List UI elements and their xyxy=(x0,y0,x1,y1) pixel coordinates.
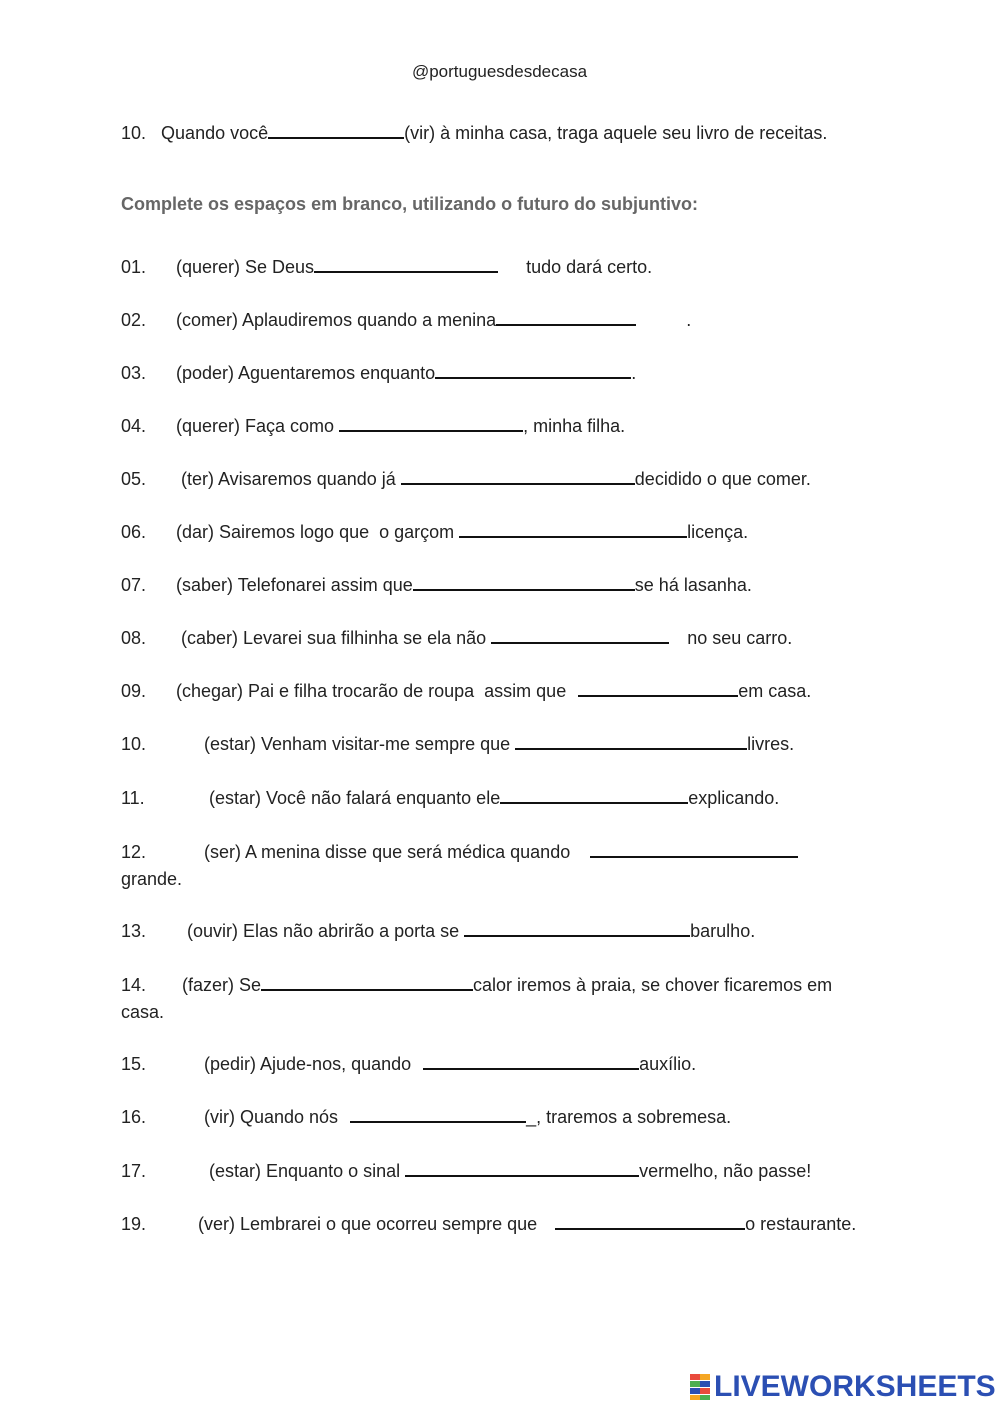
brand-name: LIVEWORKSHEETS xyxy=(714,1370,996,1403)
answer-blank[interactable] xyxy=(401,465,635,485)
question-number: 06. xyxy=(121,522,147,542)
question-16 xyxy=(121,1103,731,1131)
question-number: 15. xyxy=(121,1054,147,1074)
answer-blank[interactable] xyxy=(405,1157,639,1177)
question-14 xyxy=(121,971,861,1026)
liveworksheets-logo xyxy=(690,1372,996,1402)
question-text-after: se há lasanha. xyxy=(634,575,752,595)
question-number: 12. xyxy=(121,842,147,862)
question-text-after: (vir) à minha casa, traga aquele seu livro de receitas. xyxy=(404,123,828,143)
question-06 xyxy=(121,518,748,546)
question-text-after: licença. xyxy=(687,522,749,542)
question-08 xyxy=(121,624,792,652)
question-number: 08. xyxy=(121,628,147,648)
question-number: 17. xyxy=(121,1161,147,1181)
question-10 xyxy=(121,730,794,758)
question-number: 02. xyxy=(121,310,147,330)
page-header-handle: @portuguesdesdecasa xyxy=(411,62,588,81)
question-text-after: vermelho, não passe! xyxy=(639,1161,812,1181)
answer-blank[interactable] xyxy=(413,571,635,591)
question-text-before: (fazer) Se xyxy=(182,975,262,995)
question-number: 07. xyxy=(121,575,147,595)
question-12 xyxy=(121,838,861,893)
liveworksheets-logo-icon xyxy=(690,1374,710,1400)
answer-blank[interactable] xyxy=(496,306,636,326)
question-01 xyxy=(121,253,652,281)
question-text-before: (estar) Venham visitar-me sempre que xyxy=(204,734,511,754)
question-02 xyxy=(121,306,691,334)
question-text-before: (saber) Telefonarei assim que xyxy=(176,575,413,595)
question-text-before: (dar) Sairemos logo que o garçom xyxy=(176,522,455,542)
question-text-after: no seu carro. xyxy=(687,628,793,648)
question-text-after: em casa. xyxy=(738,681,812,701)
question-number: 10. xyxy=(121,123,147,143)
answer-blank[interactable] xyxy=(590,838,798,858)
question-text-before: (estar) Você não falará enquanto ele xyxy=(209,788,501,808)
answer-blank[interactable] xyxy=(435,359,631,379)
question-text-after: o restaurante. xyxy=(745,1214,857,1234)
question-text-before: (caber) Levarei sua filhinha se ela não xyxy=(181,628,487,648)
question-number: 04. xyxy=(121,416,147,436)
answer-blank[interactable] xyxy=(491,624,669,644)
answer-blank[interactable] xyxy=(555,1210,745,1230)
answer-blank[interactable] xyxy=(339,412,523,432)
question-number: 03. xyxy=(121,363,147,383)
question-text-before: (chegar) Pai e filha trocarão de roupa assim que xyxy=(176,681,567,701)
question-13 xyxy=(121,917,755,945)
answer-blank[interactable] xyxy=(464,917,690,937)
question-text-before: (pedir) Ajude-nos, quando xyxy=(204,1054,412,1074)
instruction-heading: Complete os espaços em branco, utilizando o futuro do subjuntivo: xyxy=(121,194,699,214)
answer-blank[interactable] xyxy=(515,730,747,750)
question-prev-10 xyxy=(121,119,861,147)
question-number: 01. xyxy=(121,257,147,277)
question-19 xyxy=(121,1210,861,1238)
question-text-after: tudo dará certo. xyxy=(526,257,653,277)
question-number: 16. xyxy=(121,1107,147,1127)
question-text-after: . xyxy=(686,310,692,330)
question-text-before: (querer) Faça como xyxy=(176,416,335,436)
answer-blank[interactable] xyxy=(261,971,473,991)
answer-blank[interactable] xyxy=(423,1050,639,1070)
answer-blank[interactable] xyxy=(314,253,498,273)
answer-blank[interactable] xyxy=(350,1103,526,1123)
question-text-before: (ser) A menina disse que será médica quando xyxy=(204,842,571,862)
answer-blank[interactable] xyxy=(268,119,404,139)
question-text-before: (poder) Aguentaremos enquanto xyxy=(176,363,436,383)
question-text-before: (querer) Se Deus xyxy=(176,257,315,277)
question-17 xyxy=(121,1157,811,1185)
question-number: 13. xyxy=(121,921,147,941)
answer-blank[interactable] xyxy=(459,518,687,538)
answer-blank[interactable] xyxy=(578,677,738,697)
question-text-before: (estar) Enquanto o sinal xyxy=(209,1161,401,1181)
question-09 xyxy=(121,677,811,705)
question-07 xyxy=(121,571,752,599)
question-text-before: (comer) Aplaudiremos quando a menina xyxy=(176,310,497,330)
question-text-after: grande. xyxy=(121,869,183,889)
question-number: 14. xyxy=(121,975,147,995)
question-text-after: auxílio. xyxy=(639,1054,697,1074)
answer-blank[interactable] xyxy=(500,784,688,804)
question-text-before: (vir) Quando nós xyxy=(204,1107,339,1127)
question-text-after: , minha filha. xyxy=(523,416,626,436)
question-text-after: explicando. xyxy=(688,788,780,808)
question-text-before: (ter) Avisaremos quando já xyxy=(181,469,396,489)
question-number: 10. xyxy=(121,734,147,754)
question-number: 05. xyxy=(121,469,147,489)
question-text-after: . xyxy=(631,363,637,383)
question-15 xyxy=(121,1050,696,1078)
question-text-before: (ouvir) Elas não abrirão a porta se xyxy=(187,921,460,941)
question-text-before: (ver) Lembrarei o que ocorreu sempre que xyxy=(198,1214,538,1234)
question-text-after: livres. xyxy=(747,734,795,754)
question-text-after: _, traremos a sobremesa. xyxy=(526,1107,732,1127)
question-04 xyxy=(121,412,625,440)
question-number: 11. xyxy=(121,788,145,808)
question-text-before: Quando você xyxy=(161,123,269,143)
question-text-after: barulho. xyxy=(690,921,756,941)
question-text-after: calor iremos à praia, se chover ficaremos em casa. xyxy=(121,975,833,1022)
question-05 xyxy=(121,465,811,493)
question-11 xyxy=(121,784,779,812)
question-number: 19. xyxy=(121,1214,147,1234)
question-number: 09. xyxy=(121,681,147,701)
question-03 xyxy=(121,359,636,387)
question-text-after: decidido o que comer. xyxy=(634,469,811,489)
